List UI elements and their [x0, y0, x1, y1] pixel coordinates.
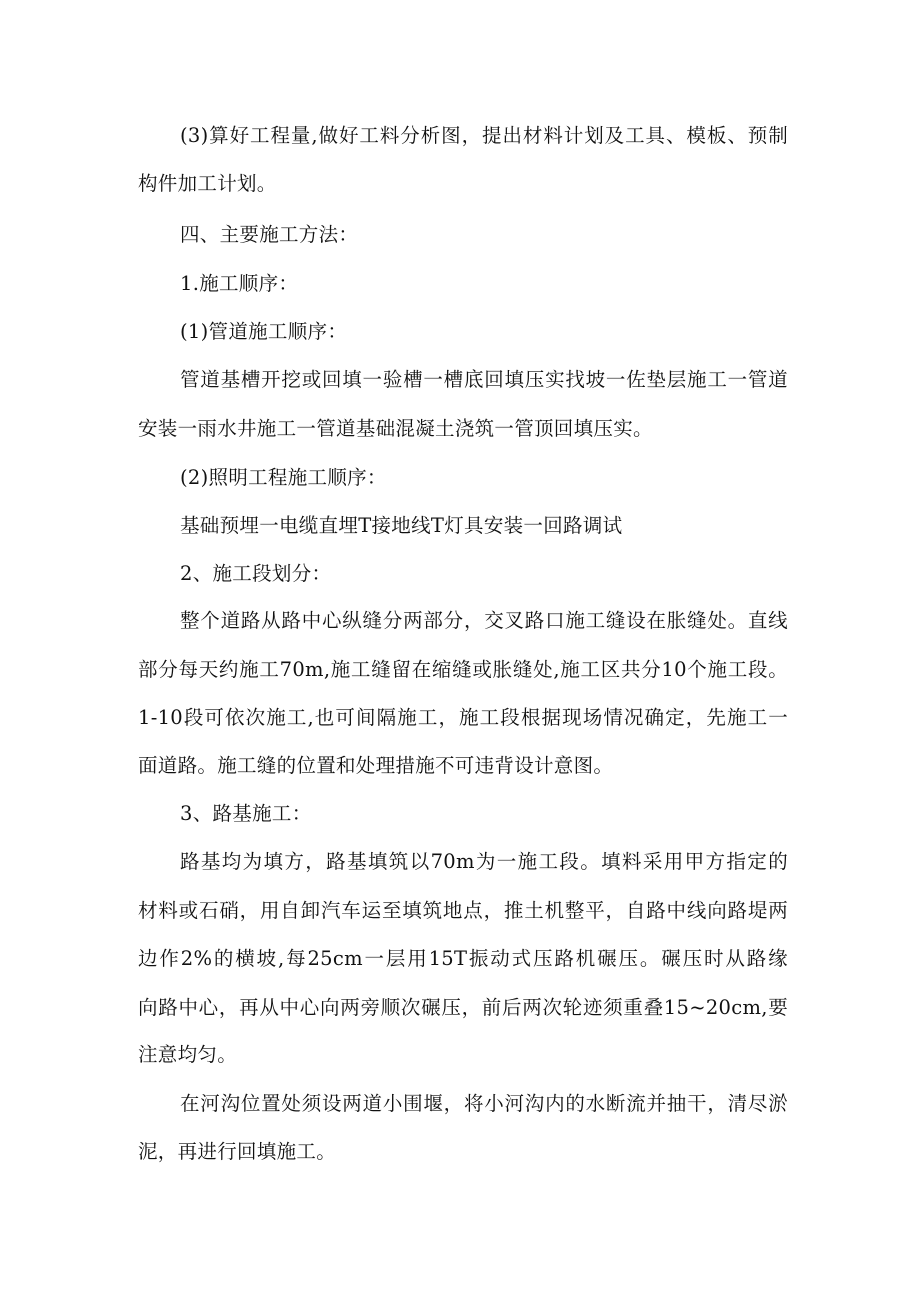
- paragraph-line: 构件加工计划。: [138, 172, 277, 195]
- subsection-heading: (2)照明工程施工顺序：: [180, 466, 387, 489]
- paragraph-line: 向路中心，再从中心向两旁顺次碾压，前后两次轮迹须重叠15~20cm,要: [138, 996, 788, 1019]
- paragraph-line: 整个道路从路中心纵缝分两部分，交叉路口施工缝设在胀缝处。直线: [180, 609, 788, 632]
- section-heading: 四、主要施工方法：: [180, 223, 359, 246]
- paragraph-line: 泥，再进行回填施工。: [138, 1140, 337, 1163]
- paragraph-line: (3)算好工程量,做好工料分析图，提出材料计划及工具、模板、预制: [180, 124, 788, 147]
- subsection-heading: (1)管道施工顺序：: [180, 320, 348, 343]
- paragraph-line: 路基均为填方，路基填筑以70m为一施工段。填料采用甲方指定的: [180, 850, 788, 873]
- paragraph-line: 材料或石硝，用自卸汽车运至填筑地点，推土机整平，自路中线向路堤两: [138, 899, 788, 922]
- paragraph-line: 面道路。施工缝的位置和处理措施不可违背设计意图。: [138, 754, 614, 777]
- paragraph-line: 安装一雨水井施工一管道基础混凝土浇筑一管顶回填压实。: [138, 417, 653, 440]
- section-heading: 3、路基施工：: [180, 802, 312, 825]
- section-heading: 2、施工段划分：: [180, 562, 332, 585]
- subsection-heading: 1.施工顺序：: [180, 272, 299, 295]
- paragraph-line: 1-10段可依次施工,也可间隔施工，施工段根据现场情况确定，先施工一: [138, 706, 788, 729]
- paragraph-line: 在河沟位置处须设两道小围堰，将小河沟内的水断流并抽干，清尽淤: [180, 1092, 788, 1115]
- paragraph-line: 边作2%的横坡,每25cm一层用15T振动式压路机碾压。碾压时从路缘: [138, 947, 788, 970]
- paragraph-line: 部分每天约施工70m,施工缝留在缩缝或胀缝处,施工区共分10个施工段。: [138, 658, 788, 681]
- paragraph-line: 管道基槽开挖或回填一验槽一槽底回填压实找坡一佐垫层施工一管道: [180, 368, 788, 391]
- paragraph-line: 注意均匀。: [138, 1043, 238, 1066]
- paragraph-line: 基础预埋一电缆直埋T接地线T灯具安装一回路调试: [180, 514, 623, 537]
